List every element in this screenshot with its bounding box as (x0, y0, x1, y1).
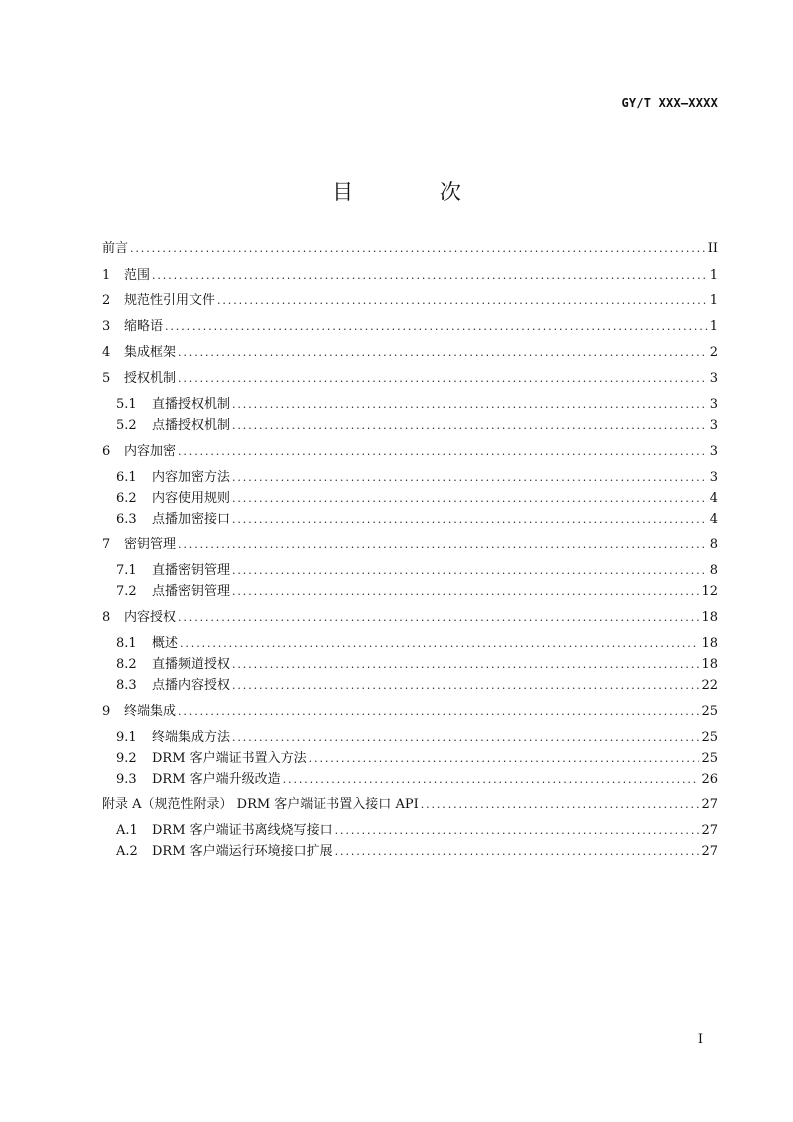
toc-entry-number: A.2 (116, 844, 138, 859)
toc-dot-leader (309, 749, 700, 769)
toc-entry-page: 1 (709, 293, 718, 308)
toc-entry-label: 内容使用规则 (152, 491, 231, 506)
toc-dot-leader (232, 728, 699, 748)
toc-entry-page: 26 (701, 772, 718, 787)
toc-entry-number: 9.2 (116, 751, 137, 766)
toc-entry-number: 7.1 (116, 563, 137, 578)
toc-entry-label: 前言 (102, 241, 129, 256)
toc-entry-number: 4 (102, 345, 111, 360)
toc-entry-page: 3 (709, 397, 718, 412)
toc-entry-label: 直播频道授权 (152, 657, 231, 672)
toc-entry-label: 内容授权 (124, 610, 177, 625)
toc-entry-page: 1 (709, 268, 718, 283)
toc-entry-number: 3 (102, 319, 111, 334)
toc-entry-page: 3 (709, 470, 718, 485)
toc-dot-leader (232, 655, 699, 675)
toc-entry-label: 点播密钥管理 (152, 584, 231, 599)
toc-entry-number: 6.2 (116, 491, 137, 506)
toc-entry-label: 缩略语 (124, 319, 164, 334)
toc-entry[interactable] (116, 510, 718, 530)
toc-entry-label: 直播密钥管理 (152, 563, 231, 578)
toc-dot-leader (165, 317, 708, 337)
toc-entry-page: 4 (709, 512, 718, 527)
document-code: GY/T XXX—XXXX (621, 96, 718, 110)
toc-entry-number: 7.2 (116, 584, 137, 599)
toc-entry-label: 规范性引用文件 (124, 293, 216, 308)
toc-entry-number: 7 (102, 537, 111, 552)
toc-entry-number: 8 (102, 610, 111, 625)
toc-entry-label: 内容加密 (124, 444, 177, 459)
toc-entry-number: 9.3 (116, 772, 137, 787)
toc-entry-page: 8 (709, 563, 718, 578)
toc-dot-leader (232, 510, 708, 530)
toc-entry-label: DRM 客户端升级改造 (152, 772, 281, 787)
toc-dot-leader (232, 468, 708, 488)
toc-entry-number: 8.2 (116, 657, 137, 672)
toc-entry[interactable] (102, 266, 718, 286)
toc-dot-leader (421, 795, 700, 815)
toc-entry-page: 3 (709, 418, 718, 433)
toc-entry-page: 18 (701, 657, 718, 672)
toc-entry-page: 27 (701, 823, 718, 838)
toc-entry[interactable] (116, 676, 718, 696)
toc-title: 目 次 (332, 180, 501, 204)
toc-entry[interactable] (102, 291, 718, 311)
toc-entry-label: 概述 (152, 636, 179, 651)
toc-entry-number: A.1 (116, 823, 138, 838)
toc-dot-leader (232, 561, 708, 581)
toc-entry[interactable] (102, 369, 718, 389)
toc-entry[interactable] (116, 770, 718, 790)
toc-entry-page: 1 (709, 319, 718, 334)
toc-dot-leader (232, 676, 699, 696)
toc-entry-page: 27 (701, 844, 718, 859)
toc-entry[interactable] (116, 561, 718, 581)
toc-entry-label: 终端集成方法 (152, 730, 231, 745)
toc-dot-leader (283, 770, 700, 790)
toc-dot-leader (335, 821, 700, 841)
toc-entry-label: 内容加密方法 (152, 470, 231, 485)
toc-entry-label: 授权机制 (124, 371, 177, 386)
toc-entry[interactable] (102, 702, 718, 722)
toc-entry-page: 2 (709, 345, 718, 360)
toc-dot-leader (335, 842, 700, 862)
toc-entry[interactable] (102, 608, 718, 628)
toc-entry-number: 5.2 (116, 418, 137, 433)
toc-dot-leader (178, 535, 708, 555)
toc-dot-leader (217, 291, 708, 311)
toc-entry[interactable] (116, 749, 718, 769)
toc-entry[interactable] (116, 821, 718, 841)
toc-dot-leader (232, 582, 699, 602)
toc-entry-label: 集成框架 (124, 345, 177, 360)
toc-entry-label: 直播授权机制 (152, 397, 231, 412)
toc-entry-page: 3 (709, 444, 718, 459)
toc-entry-number: 6 (102, 444, 111, 459)
page-number: I (697, 1032, 703, 1047)
toc-dot-leader (180, 634, 699, 654)
toc-dot-leader (178, 442, 708, 462)
toc-entry-number: 9.1 (116, 730, 137, 745)
toc-entry-number: 6.3 (116, 512, 137, 527)
toc-entry[interactable] (116, 416, 718, 436)
toc-dot-leader (232, 395, 708, 415)
toc-dot-leader (232, 489, 708, 509)
toc-entry-number: 6.1 (116, 470, 137, 485)
toc-entry-label: 附录 A（规范性附录） DRM 客户端证书置入接口 API (102, 797, 419, 812)
toc-entry[interactable] (102, 442, 718, 462)
toc-entry-number: 8.1 (116, 636, 137, 651)
toc-entry-page: 25 (701, 704, 718, 719)
toc-entry-label: 点播加密接口 (152, 512, 231, 527)
toc-entry-label: 密钥管理 (124, 537, 177, 552)
toc-dot-leader (178, 343, 708, 363)
toc-entry-page: 8 (709, 537, 718, 552)
toc-entry-page: 25 (701, 730, 718, 745)
toc-entry[interactable] (102, 239, 718, 259)
toc-dot-leader (178, 369, 708, 389)
toc-entry[interactable] (116, 842, 718, 862)
toc-entry[interactable] (116, 634, 718, 654)
toc-dot-leader (178, 608, 699, 628)
toc-entry[interactable] (116, 728, 718, 748)
toc-entry[interactable] (102, 343, 718, 363)
toc-entry-page: 4 (709, 491, 718, 506)
toc-entry-page: 22 (701, 678, 718, 693)
toc-entry-page: 27 (701, 797, 718, 812)
toc-entry-page: 18 (701, 636, 718, 651)
toc-entry[interactable] (116, 489, 718, 509)
toc-entry[interactable] (116, 655, 718, 675)
toc-dot-leader (130, 239, 706, 259)
toc-entry-label: DRM 客户端运行环境接口扩展 (152, 844, 333, 859)
toc-entry-number: 9 (102, 704, 111, 719)
toc-dot-leader (232, 416, 708, 436)
toc-dot-leader (152, 266, 708, 286)
toc-entry-page: 3 (709, 371, 718, 386)
toc-dot-leader (178, 702, 699, 722)
toc-entry-page: 12 (701, 584, 718, 599)
toc-entry-number: 2 (102, 293, 111, 308)
toc-entry[interactable] (102, 535, 718, 555)
toc-entry-label: DRM 客户端证书置入方法 (152, 751, 307, 766)
toc-entry[interactable] (102, 795, 718, 815)
toc-entry-label: 点播内容授权 (152, 678, 231, 693)
toc-entry[interactable] (102, 317, 718, 337)
toc-entry[interactable] (116, 582, 718, 602)
toc-entry-label: 点播授权机制 (152, 418, 231, 433)
toc-entry[interactable] (116, 395, 718, 415)
toc-entry-number: 8.3 (116, 678, 137, 693)
toc-entry[interactable] (116, 468, 718, 488)
toc-entry-page: 25 (701, 751, 718, 766)
toc-entry-number: 1 (102, 268, 111, 283)
toc-entry-label: 范围 (124, 268, 151, 283)
toc-entry-label: DRM 客户端证书离线烧写接口 (152, 823, 333, 838)
toc-entry-label: 终端集成 (124, 704, 177, 719)
toc-entry-page: 18 (701, 610, 718, 625)
toc-entry-page: II (707, 241, 718, 256)
toc-entry-number: 5 (102, 371, 111, 386)
toc-entry-number: 5.1 (116, 397, 137, 412)
